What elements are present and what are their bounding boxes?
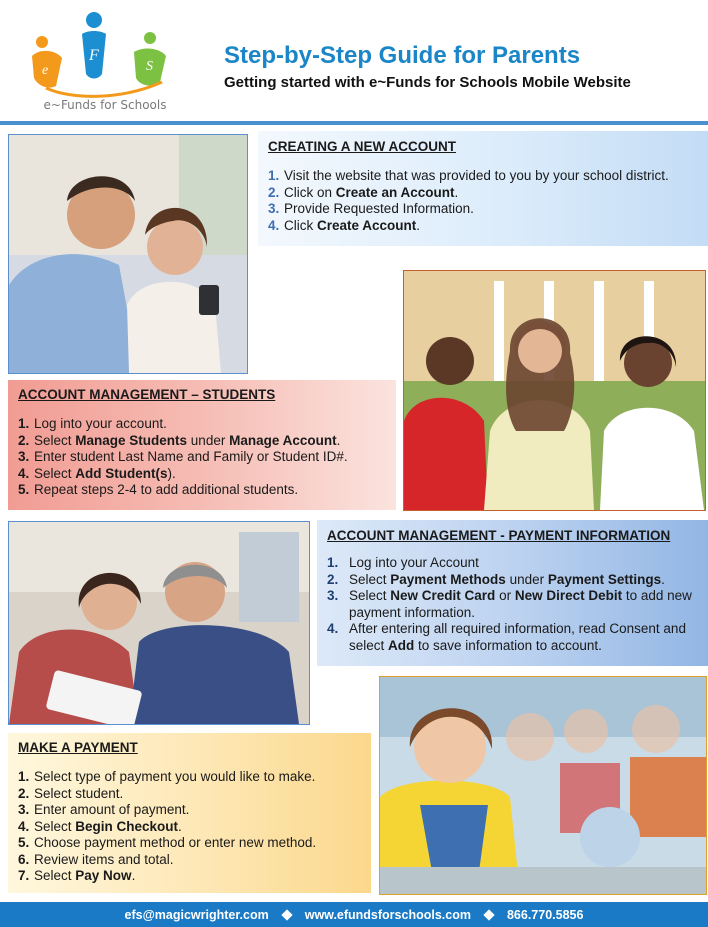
step-text-bold: Payment Methods [390, 571, 506, 587]
step-text-bold: Add Student(s [75, 465, 168, 481]
step-text-part: Click on [284, 184, 336, 200]
step-number: 1. [18, 769, 30, 784]
step-item [18, 835, 361, 852]
step-item [18, 852, 361, 869]
step-item [18, 416, 386, 433]
step-text [34, 769, 315, 784]
step-item [18, 466, 386, 483]
step-text [349, 572, 665, 589]
step-text [34, 466, 176, 481]
step-text-part: Repeat steps 2-4 to add additional students. [34, 482, 299, 497]
header-divider [0, 121, 708, 125]
students-panel [8, 380, 396, 510]
step-number: 4. [268, 217, 280, 233]
photo-girl-classroom [379, 676, 707, 895]
step-text [34, 433, 340, 448]
step-text-part: Click [284, 217, 317, 233]
step-text-part: to save information to account. [414, 637, 602, 653]
step-number: 5. [18, 482, 30, 497]
step-item [268, 168, 698, 185]
step-number: 4. [327, 621, 339, 636]
step-text [284, 185, 458, 200]
step-number: 3. [327, 588, 339, 603]
step-number: 3. [268, 201, 280, 216]
step-number: 1. [268, 168, 280, 183]
step-text-part: Enter student Last Name and Family or Student ID#. [34, 449, 348, 464]
step-text-part: Choose payment method or enter new method. [34, 835, 317, 850]
step-item [327, 572, 698, 589]
step-text-bold: Begin Checkout [75, 818, 179, 834]
step-text-part: Log into your account. [34, 416, 167, 431]
footer-email-link[interactable]: efs@magicwrighter.com [124, 907, 269, 922]
make-payment-panel [8, 733, 371, 893]
step-text [34, 835, 316, 850]
step-text-part: under [505, 571, 548, 587]
step-item [18, 802, 361, 819]
step-text-part: to add new payment information. [349, 588, 692, 620]
step-text-part: . [178, 818, 182, 834]
step-text-part: . [454, 184, 459, 200]
photo-students-group [403, 270, 706, 511]
step-text-part: Select [34, 465, 76, 481]
step-item [18, 769, 361, 786]
step-text-part: Select [34, 818, 76, 834]
footer-phone: 866.770.5856 [506, 907, 584, 922]
step-text-part: . [416, 217, 421, 233]
step-number: 3. [18, 449, 30, 464]
step-text [34, 852, 174, 867]
step-number: 7. [18, 868, 30, 883]
step-text-bold: Add [388, 637, 415, 653]
step-number: 1. [18, 416, 30, 431]
step-item [327, 555, 698, 572]
step-item [268, 218, 698, 235]
step-text-part: or [495, 588, 515, 603]
step-item [327, 588, 698, 621]
step-text [284, 218, 420, 233]
step-item [18, 433, 386, 450]
creating-account-panel [258, 131, 708, 246]
diamond-separator-icon [281, 909, 292, 920]
step-text-bold: New Direct Debit [514, 588, 623, 603]
step-text-part: . [336, 432, 341, 448]
step-text-bold: New Credit Card [390, 588, 496, 603]
step-text [349, 621, 698, 654]
step-text-part: Select [349, 571, 391, 587]
diamond-separator-icon [483, 909, 494, 920]
step-text-part: Review items and total. [34, 851, 174, 867]
step-item [18, 482, 386, 499]
step-text-part: Provide Requested Information. [284, 201, 474, 216]
step-number: 1. [327, 555, 339, 570]
step-text [34, 449, 348, 464]
step-item [327, 621, 698, 654]
step-number: 6. [18, 851, 30, 867]
step-item [18, 449, 386, 466]
step-number: 5. [18, 835, 30, 850]
step-item [18, 868, 361, 885]
step-text [349, 555, 479, 572]
students-title: ACCOUNT MANAGEMENT – STUDENTS [18, 387, 276, 402]
footer-bar [0, 902, 708, 927]
logo-letter-f: F [89, 47, 99, 64]
payment-info-panel [317, 520, 708, 666]
step-text [34, 786, 123, 801]
step-text [349, 588, 698, 621]
step-text [34, 482, 298, 497]
logo-caption: e~Funds for Schools [43, 98, 167, 112]
step-text-bold: Manage Students [75, 432, 188, 448]
step-text [34, 802, 189, 817]
creating-account-steps [268, 168, 698, 234]
step-item [268, 201, 698, 218]
make-payment-steps [18, 769, 361, 885]
creating-account-title: CREATING A NEW ACCOUNT [268, 139, 456, 154]
step-text [34, 416, 167, 431]
step-number: 4. [18, 465, 30, 481]
payment-info-steps [327, 555, 698, 654]
step-text-bold: Pay Now [75, 868, 132, 883]
step-text-part: . [661, 571, 665, 587]
step-text [284, 201, 474, 216]
step-number: 2. [18, 432, 30, 448]
step-number: 4. [18, 818, 30, 834]
step-text-part: Log into your Account [349, 555, 479, 570]
step-text-bold: Create Account [317, 217, 417, 233]
step-item [18, 786, 361, 803]
photo-couple-tablet [8, 521, 310, 725]
page-subtitle: Getting started with e~Funds for Schools Mobile Website [224, 74, 631, 91]
step-item [18, 819, 361, 836]
logo-letter-s: S [146, 59, 153, 74]
payment-info-title: ACCOUNT MANAGEMENT - PAYMENT INFORMATION [327, 528, 671, 543]
step-number: 2. [18, 785, 30, 801]
step-text-part: Visit the website that was provided to you by your school district. [284, 168, 669, 183]
step-number: 2. [268, 184, 280, 200]
step-text-bold: Payment Settings [547, 571, 662, 587]
step-number: 3. [18, 802, 30, 817]
step-text [284, 168, 669, 183]
photo-couple-phone [8, 134, 248, 374]
step-text-part: Select student. [34, 785, 124, 801]
step-text-part: Select [34, 432, 76, 448]
step-text-part: Enter amount of payment. [34, 802, 190, 817]
step-text-bold: Create an Account [335, 184, 455, 200]
step-text-part: under [187, 432, 230, 448]
step-text-part: Select [34, 868, 76, 883]
step-text [34, 819, 182, 834]
students-steps [18, 416, 386, 499]
step-item [268, 185, 698, 202]
step-text-part: ). [167, 465, 176, 481]
step-text [34, 868, 135, 883]
step-text-part: After entering all required information, read Consent and select [349, 621, 686, 653]
step-text-part: Select [349, 588, 391, 603]
step-text-part: . [131, 868, 136, 883]
step-text-part: Select type of payment you would like to make. [34, 769, 316, 784]
step-number: 2. [327, 571, 339, 587]
footer-website-link[interactable]: www.efundsforschools.com [304, 907, 471, 922]
logo-letter-e: e [42, 63, 49, 78]
make-payment-title: MAKE A PAYMENT [18, 740, 138, 755]
page-title: Step-by-Step Guide for Parents [224, 42, 581, 69]
step-text-bold: Manage Account [229, 432, 337, 448]
